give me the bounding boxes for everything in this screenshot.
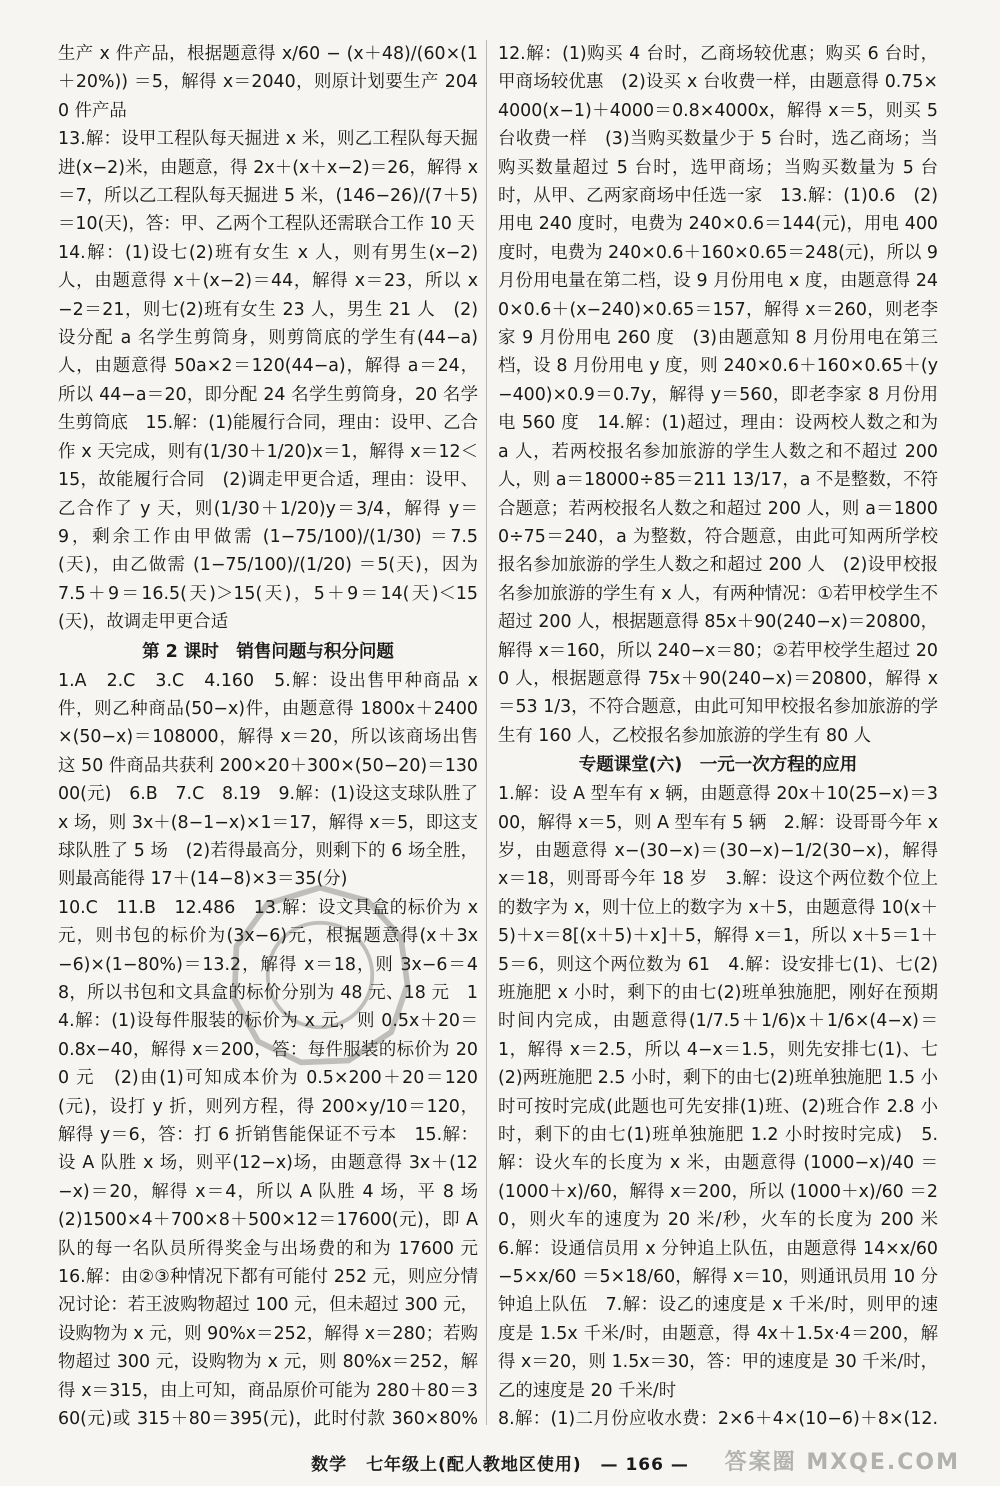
left-column [58,40,478,1430]
answer-paragraph: 10.C 11.B 12.486 13.解：设文具盒的标价为 x 元，则书包的标价为(3x−6)元，根据题意得(x＋3x−6)×(1−80%)＝13.2，解得 x＝18，则 3x−6＝48，所以书包和文具盒的标价分别为 48 元、18 元 14.解：(1)设每件服装的标价为 x 元，则 0.5x＋20＝0.8x−40，解得 x＝200，答：每件服装的标价为 200 元 (2)由(1)可知成本价为 0.5×200＋20＝120(元)，设打 y 折，则列方程，得 200×y/10＝120，解得 y＝6，答：打 6 折销售能保证不亏本 15.解：设 A 队胜 x 场，则平(12−x)场，由题意得 3x＋(12−x)＝20，解得 x＝4，所以 A 队胜 4 场，平 8 场 (2)1500×4＋700×8＋500×12＝17600(元)，即 A 队的每一名队员所得奖金与出场费的和为 17600 元 16.解：由②③种情况下都有可能付 252 元，则应分情况讨论：若王波购物超过 100 元，但未超过 300 元，设购物为 x 元，则 90%x＝252，解得 x＝280；若购物超过 300 元，设购物为 x 元，则 80%x＝252，解得 x＝315，由上可知，商品原价可能为 280＋80＝360(元)或 315＋80＝395(元)，此时付款 360×80% [58,897,478,1430]
footer-subject: 数学 [311,1455,348,1475]
answer-paragraph: 生产 x 件产品，根据题意得 x/60 − (x＋48)/(60×(1＋20%)) ＝5，解得 x＝2040，则原计划要生产 2040 件产品 [58,44,478,121]
column-divider [486,40,487,1425]
footer-grade: 七年级上(配人教地区使用) [366,1455,582,1475]
section-heading: 专题课堂(六) 一元一次方程的应用 [578,755,858,776]
answer-paragraph: 13.解：设甲工程队每天掘进 x 米，则乙工程队每天掘进(x−2)米，由题意，得 2x＋(x＋x−2)＝26，解得 x＝7，所以乙工程队每天掘进 5 米，(146−26)/(7＋5) ＝10(天)，答：甲、乙两个工程队还需联合工作 10 天 [58,129,478,235]
footer-page-number: — 166 — [600,1455,689,1475]
right-column [498,40,938,1430]
section-heading: 第 2 课时 销售问题与积分问题 [142,641,394,662]
watermark-logo: 答案圈 MXQE.COM [724,1450,960,1475]
answer-paragraph: 12.解：(1)购买 4 台时，乙商场较优惠；购买 6 台时，甲商场较优惠 (2)设买 x 台收费一样，由题意得 0.75×4000(x−1)＋4000＝0.8×4000x，解得 x＝5，则买 5 台收费一样 (3)当购买数量少于 5 台时，选乙商场；当购买数量超过 5 台时，选甲商场；当购买数量为 5 台时，从甲、乙两家商场中任选一家 13.解：(1)0.6 (2)用电 240 度时，电费为 240×0.6＝144(元)，用电 400 度时，电费为 240×0.6＋160×0.65＝248(元)，所以 9 月份用电量在第二档，设 9 月份用电 x 度，由题意得 240×0.6＋(x−240)×0.65＝157，解得 x＝260，则老李家 9 月份用电 260 度 (3)由题意知 8 月份用电在第三档，设 8 月份用电 y 度，则 240×0.6＋160×0.65＋(y−400)×0.9＝0.7y，解得 y＝560，即老李家 8 月份用电 560 度 14.解：(1)超过，理由：设两校人数之和为 a 人，若两校报名参加旅游的学生人数之和不超过 200 人，则 a＝18000÷85＝211 13/17，a 不是整数，不符合题意；若两校报名人数之和超过 200 人，则 a＝18000÷75＝240，a 为整数，符合题意，由此可知两所学校报名参加旅游的学生人数之和超过 200 人 (2)设甲校报名参加旅游的学生有 x 人，有两种情况：①若甲校学生不超过 200 人，根据题意得 85x＋90(240−x)＝20800，解得 x＝160，所以 240−x＝80；②若甲校学生超过 200 人，根据题意得 75x＋90(240−x)＝20800，解得 x＝53 1/3，不符合题意，由此可知甲校报名参加旅游的学生有 160 人，乙校报名参加旅游的学生有 80 人 [498,44,938,746]
answer-paragraph: 8.解：(1)二月份应收水费：2×6＋4×(10−6)＋8×(12. [498,1409,938,1430]
answer-paragraph: 1.A 2.C 3.C 4.160 5.解：设出售甲种商品 x 件，则乙种商品(50−x)件，由题意得 1800x＋2400×(50−x)＝108000，解得 x＝20，所以该商场出售这 50 件商品共获利 200×20＋300×(50−20)＝13000(元) 6.B 7.C 8.19 9.解：(1)设这支球队胜了 x 场，则 3x＋(8−1−x)×1＝17，解得 x＝5，即这支球队胜了 5 场 (2)若得最高分，则剩下的 6 场全胜，则最高能得 17＋(14−8)×3＝35(分) [58,670,478,890]
answer-paragraph: 1.解：设 A 型车有 x 辆，由题意得 20x＋10(25−x)＝300，解得 x＝5，则 A 型车有 5 辆 2.解：设哥哥今年 x 岁，由题意得 x−(30−x)＝(30−x)−1/2(30−x)，解得 x＝18，则哥哥今年 18 岁 3.解：设这个两位数个位上的数字为 x，则十位上的数字为 x＋5，由题意得 10(x＋5)＋x＝8[(x＋5)＋x]＋5，解得 x＝1，所以 x＋5＝1＋5＝6，则这个两位数为 61 4.解：设安排七(1)、七(2)班施肥 x 小时，剩下的由七(2)班单独施肥，刚好在预期时间内完成，由题意得(1/7.5＋1/6)x＋1/6×(4−x)＝1，解得 x＝2.5，所以 4−x＝1.5，则先安排七(1)、七(2)两班施肥 2.5 小时，剩下的由七(2)班单独施肥 1.5 小时可按时完成(此题也可先安排(1)班、(2)班合作 2.8 小时，剩下的由七(1)班单独施肥 1.2 小时按时完成) 5.解：设火车的长度为 x 米，由题意得 (1000−x)/40 ＝ (1000＋x)/60，解得 x＝200，所以 (1000＋x)/60 ＝20，则火车的速度为 20 米/秒，火车的长度为 200 米 6.解：设通信员用 x 分钟追上队伍，由题意得 14×x/60 −5×x/60 ＝5×18/60，解得 x＝10，则通讯员用 10 分钟追上队伍 7.解：设乙的速度是 x 千米/时，则甲的速度是 1.5x 千米/时，由题意，得 4x＋1.5x·4＝200，解得 x＝20，则 1.5x＝30，答：甲的速度是 30 千米/时，乙的速度是 20 千米/时 [498,784,938,1401]
answer-paragraph: 14.解：(1)设七(2)班有女生 x 人，则有男生(x−2)人，由题意得 x＋(x−2)＝44，解得 x＝23，所以 x−2＝21，则七(2)班有女生 23 人，男生 21 人 (2)设分配 a 名学生剪筒身，则剪筒底的学生有(44−a)人，由题意得 50a×2＝120(44−a)，解得 a＝24，所以 44−a＝20，即分配 24 名学生剪筒身，20 名学生剪筒底 15.解：(1)能履行合同，理由：设甲、乙合作 x 天完成，则有(1/30＋1/20)x＝1，解得 x＝12＜15，故能履行合同 (2)调走甲更合适，理由：设甲、乙合作了 y 天，则(1/30＋1/20)y＝3/4，解得 y＝9，剩余工作由甲做需 (1−75/100)/(1/30) ＝7.5(天)，由乙做需 (1−75/100)/(1/20) ＝5(天)，因为 7.5＋9＝16.5(天)＞15(天)，5＋9＝14(天)＜15(天)，故调走甲更合适 [58,242,478,633]
